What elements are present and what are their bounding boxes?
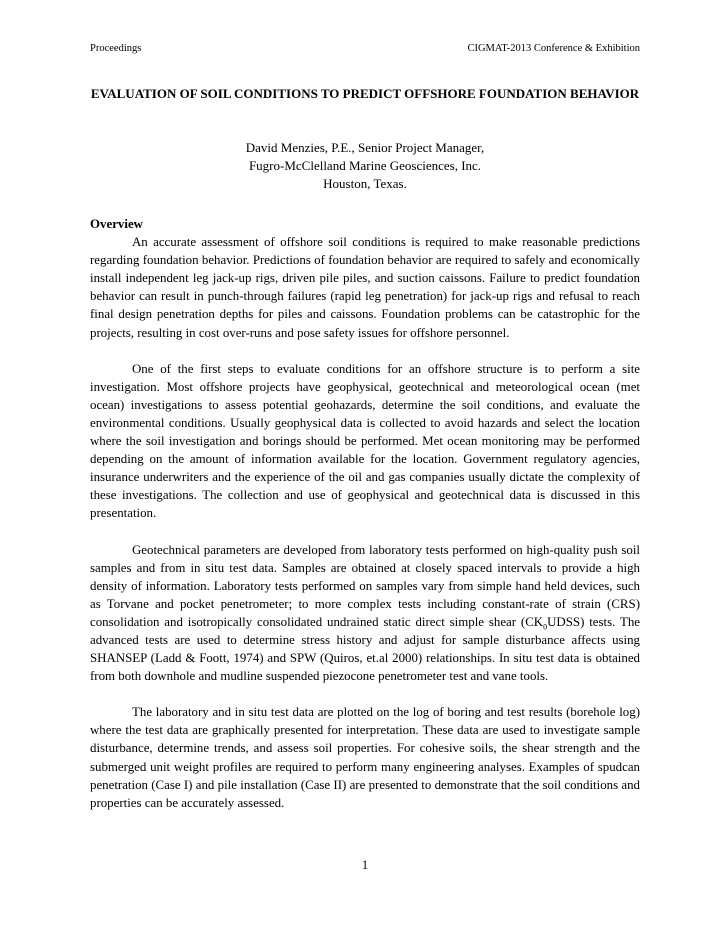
author-block <box>90 139 640 193</box>
paragraph-4: The laboratory and in situ test data are plotted on the log of boring and test results (borehole log) where the test data are graphically presented for interpretation. These data are used to investigate sample disturbance, determine trends, and assess soil properties. For cohesive soils, the shear strength and the submerged unit weight profiles are required to perform many engineering analyses. Examples of spudcan penetration (Case I) and pile installation (Case II) are presented to demonstrate that the soil conditions and properties can be accurately assessed. <box>90 705 640 810</box>
paragraph-2: One of the first steps to evaluate conditions for an offshore structure is to perform a site investigation. Most offshore projects have geophysical, geotechnical and meteorological ocean (met ocean) investigations to assess potential geohazards, determine the soil conditions, and evaluate the environmental conditions. Usually geophysical data is collected to avoid hazards and select the location where the soil investigation and borings should be performed. Met ocean monitoring may be performed depending on the amount of information available for the location. Government regulatory agencies, insurance underwriters and the experience of the oil and gas companies usually dictate the complexity of these investigations. The collection and use of geophysical and geotechnical data is discussed in this presentation. <box>90 361 640 521</box>
paragraph-3-part-b: UDSS) tests. The advanced tests are used to determine stress history and adjust for sample disturbance affects using SHANSEP (Ladd & Foott, 1974) and SPW (Quiros, et.al 2000) relationships. In situ test data is obtained from both downhole and mudline suspended piezocone penetrometer test and vane tools. <box>90 614 640 684</box>
page-number: 1 <box>361 858 369 872</box>
paragraph-3 <box>90 541 640 686</box>
author-affiliation-line: Fugro-McClelland Marine Geosciences, Inc. <box>248 158 482 173</box>
paragraph-1: An accurate assessment of offshore soil conditions is required to make reasonable predictions regarding foundation behavior. Predictions of foundation behavior are required to safely and economically install independent leg jack-up rigs, driven pile piles, and suction caissons. Failure to predict foundation behavior can result in punch-through failures (rapid leg penetration) for jack-up rigs and refusal to reach final design penetration depths for piles and caissons. Foundation problems can be catastrophic for the projects, resulting in cost over-runs and pose safety issues for offshore personnel. <box>90 235 640 340</box>
author-name-line: David Menzies, P.E., Senior Project Manager, <box>245 140 485 155</box>
section-heading-overview: Overview <box>90 217 143 231</box>
body-text <box>90 215 640 830</box>
paragraph-3-subscript: 0 <box>543 622 548 632</box>
header-proceedings: Proceedings <box>90 43 142 54</box>
paper-title: EVALUATION OF SOIL CONDITIONS TO PREDICT OFFSHORE FOUNDATION BEHAVIOR <box>90 86 640 101</box>
author-location-line: Houston, Texas. <box>323 176 407 191</box>
paragraph-3-part-a: Geotechnical parameters are developed from laboratory tests performed on high-quality push soil samples and from in situ test data. Samples are obtained at closely spaced intervals to provide a high density of information. Laboratory tests performed on samples vary from simple hand held devices, such as Torvane and pocket penetrometer; to more complex tests including constant-rate of strain (CRS) consolidation and isotropically consolidated undrained static direct simple shear (CK <box>90 542 640 629</box>
header-conference: CIGMAT-2013 Conference & Exhibition <box>467 43 640 54</box>
